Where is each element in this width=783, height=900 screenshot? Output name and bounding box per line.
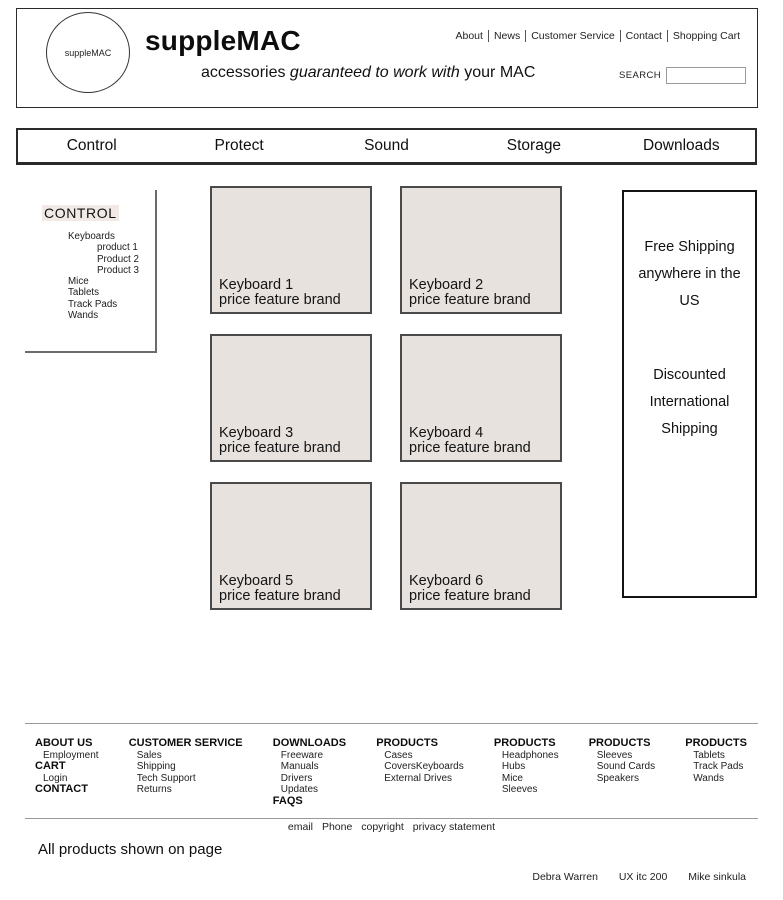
search-label: SEARCH	[619, 70, 661, 81]
nav-item-storage[interactable]: Storage	[506, 137, 562, 154]
sidebar-control	[25, 190, 157, 353]
international-shipping-message	[624, 362, 755, 443]
product-details: price feature brand	[409, 292, 531, 308]
product-name: Keyboard 6	[409, 573, 484, 589]
footer-link-contact[interactable]: CONTACT	[35, 783, 88, 795]
card-text	[409, 278, 531, 308]
product-name: Keyboard 1	[219, 277, 294, 293]
email-link[interactable]: email	[287, 821, 314, 833]
card-text	[409, 426, 531, 456]
footer-link-returns[interactable]: Returns	[136, 784, 172, 795]
footer-column-products-4	[685, 738, 747, 807]
promo-line: International	[649, 394, 730, 410]
product-details: price feature brand	[409, 588, 531, 604]
top-nav-news[interactable]: News	[488, 30, 525, 42]
product-card-keyboard-4[interactable]	[400, 334, 562, 462]
sidebar-item-keyboards[interactable]: Keyboards	[68, 231, 115, 242]
footer-link-updates[interactable]: Updates	[280, 784, 319, 795]
footer-link-drivers[interactable]: Drivers	[280, 772, 313, 784]
footer-link-external-drives[interactable]: External Drives	[384, 772, 453, 784]
footer-link-employment[interactable]: Employment	[43, 749, 99, 761]
product-name: Keyboard 5	[219, 573, 294, 589]
footer-link-shipping[interactable]: Shipping	[136, 761, 176, 772]
copyright-link[interactable]: copyright	[361, 821, 404, 833]
footer-bottom-divider	[25, 818, 758, 819]
product-card-keyboard-1[interactable]	[210, 186, 372, 314]
free-shipping-message	[624, 234, 755, 315]
footer-link-wands[interactable]: Wands	[693, 772, 724, 784]
logo[interactable]	[46, 12, 130, 93]
promo-line: Discounted	[653, 367, 726, 383]
footer-column-downloads	[273, 738, 346, 807]
card-text	[409, 574, 531, 604]
promo-line: Shipping	[661, 421, 718, 437]
sidebar-heading: CONTROL	[44, 205, 117, 221]
footer-link-products[interactable]: PRODUCTS	[685, 737, 747, 749]
nav-item-sound[interactable]: Sound	[364, 137, 409, 154]
phone-link[interactable]: Phone	[321, 821, 353, 833]
tagline-suffix: your MAC	[459, 64, 536, 81]
sidebar-item-product-1[interactable]: product 1	[97, 242, 138, 254]
privacy-statement-link[interactable]: privacy statement	[412, 821, 496, 833]
product-name: Keyboard 3	[219, 425, 294, 441]
footer-column-customer-service	[129, 738, 243, 807]
footer-link-mice[interactable]: Mice	[501, 772, 523, 784]
logo-text: suppleMAC	[64, 47, 112, 58]
credit-author: Debra Warren	[532, 871, 598, 883]
sidebar-item-track-pads[interactable]: Track Pads	[68, 298, 118, 310]
footer-link-products[interactable]: PRODUCTS	[588, 737, 651, 749]
sidebar-list	[25, 231, 155, 321]
product-name: Keyboard 2	[409, 277, 484, 293]
nav-item-downloads[interactable]: Downloads	[642, 137, 720, 154]
footer-link-login[interactable]: Login	[43, 772, 68, 784]
credit-instructor: Mike sinkula	[688, 871, 746, 883]
sidebar-item-tablets[interactable]: Tablets	[68, 287, 100, 299]
footer-link-speakers[interactable]: Speakers	[596, 772, 639, 784]
product-card-keyboard-2[interactable]	[400, 186, 562, 314]
footer-column-products-2	[494, 738, 559, 807]
promo-line: anywhere in the	[638, 266, 741, 282]
search-input[interactable]	[666, 67, 746, 84]
footer-link-tablets[interactable]: Tablets	[693, 749, 725, 761]
product-grid	[210, 186, 562, 610]
tagline	[201, 64, 535, 82]
product-details: price feature brand	[219, 440, 341, 456]
sidebar-item-product-3[interactable]: Product 3	[97, 264, 139, 276]
footer-link-track-pads[interactable]: Track Pads	[693, 761, 744, 772]
footer-columns	[35, 738, 747, 807]
footer-column-products-1	[376, 738, 463, 807]
footer-link-headphones[interactable]: Headphones	[501, 749, 559, 761]
nav-item-control[interactable]: Control	[66, 137, 117, 154]
card-text	[219, 574, 341, 604]
footer-link-customer-service[interactable]: CUSTOMER SERVICE	[128, 737, 243, 749]
footer-link-faqs[interactable]: FAQS	[272, 794, 303, 807]
footer-link-sleeves[interactable]: Sleeves	[501, 784, 538, 795]
footer-link-tech-support[interactable]: Tech Support	[136, 772, 196, 784]
promo-line: Free Shipping	[644, 239, 735, 255]
top-nav-shopping-cart[interactable]: Shopping Cart	[667, 30, 745, 42]
product-details: price feature brand	[219, 292, 341, 308]
sidebar-item-wands[interactable]: Wands	[68, 310, 99, 322]
footer-link-sound-cards[interactable]: Sound Cards	[596, 761, 656, 772]
footer-link-cart[interactable]: CART	[35, 760, 66, 772]
sidebar-item-mice[interactable]: Mice	[68, 276, 89, 288]
top-nav-about[interactable]: About	[455, 30, 483, 42]
footer-link-products[interactable]: PRODUCTS	[376, 737, 438, 749]
legal-links	[0, 821, 783, 833]
product-card-keyboard-3[interactable]	[210, 334, 372, 462]
credit-course: UX itc 200	[618, 871, 668, 883]
footer-column-products-3	[589, 738, 655, 807]
tagline-prefix: accessories	[201, 64, 290, 81]
product-card-keyboard-5[interactable]	[210, 482, 372, 610]
product-details: price feature brand	[219, 588, 341, 604]
header	[16, 8, 758, 108]
top-nav-contact[interactable]: Contact	[620, 30, 667, 42]
footer-link-sales[interactable]: Sales	[136, 749, 162, 761]
footer-link-manuals[interactable]: Manuals	[280, 761, 319, 772]
footer-link-hubs[interactable]: Hubs	[501, 761, 526, 772]
nav-item-protect[interactable]: Protect	[214, 137, 264, 154]
card-text	[219, 278, 341, 308]
footer-top-divider	[25, 723, 758, 724]
footer-link-products[interactable]: PRODUCTS	[493, 737, 556, 749]
promo-line: US	[679, 293, 700, 309]
shipping-promo-box	[622, 190, 757, 598]
footer-column-about	[35, 738, 99, 807]
footer-link-cases[interactable]: Cases	[384, 749, 413, 761]
product-card-keyboard-6[interactable]	[400, 482, 562, 610]
top-nav-customer-service[interactable]: Customer Service	[525, 30, 619, 42]
card-text	[219, 426, 341, 456]
footer-link-downloads[interactable]: DOWNLOADS	[272, 737, 347, 749]
credits	[514, 871, 746, 883]
main-nav	[16, 128, 757, 165]
footer-link-freeware[interactable]: Freeware	[280, 749, 324, 761]
sidebar-item-product-2[interactable]: Product 2	[97, 253, 139, 265]
footer-link-covers-keyboards[interactable]: CoversKeyboards	[384, 761, 464, 772]
product-name: Keyboard 4	[409, 425, 484, 441]
footer-link-about-us[interactable]: ABOUT US	[35, 737, 93, 749]
product-details: price feature brand	[409, 440, 531, 456]
footer-link-sleeves[interactable]: Sleeves	[596, 749, 633, 761]
site-title: suppleMAC	[145, 25, 301, 56]
tagline-italic: guaranteed to work with	[289, 64, 460, 81]
search-area	[619, 67, 746, 84]
top-nav	[451, 30, 746, 42]
products-note: All products shown on page	[38, 841, 223, 858]
